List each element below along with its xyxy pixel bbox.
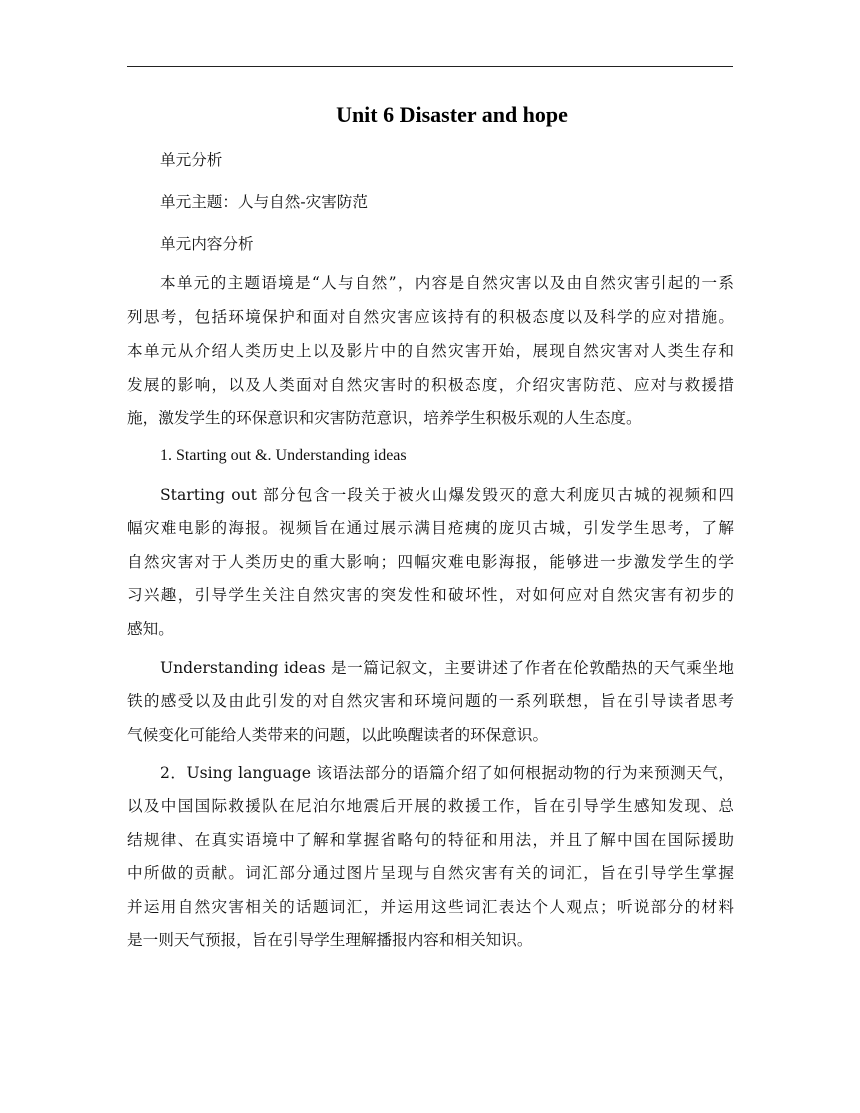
para4-line: 2．Using language 该语法部分的语篇介绍了如何根据动物的行为来预测天气，	[160, 764, 734, 782]
para3-line: Understanding ideas 是一篇记叙文，主要讲述了作者在伦敦酷热的天气乘坐地	[160, 659, 734, 677]
para1-line: 列思考，包括环境保护和面对自然灾害应该持有的积极态度以及科学的应对措施。	[127, 308, 734, 326]
para4-line: 是一则天气预报，旨在引导学生理解播报内容和相关知识。	[127, 931, 533, 949]
para3-line: 铁的感受以及由此引发的对自然灾害和环境问题的一系列联想，旨在引导读者思考	[127, 692, 734, 710]
para1-line: 本单元从介绍人类历史上以及影片中的自然灾害开始，展现自然灾害对人类生存和	[127, 342, 734, 360]
unit-theme: 单元主题：人与自然-灾害防范	[160, 193, 368, 211]
content-analysis-heading: 单元内容分析	[160, 235, 254, 253]
para3-line: 气候变化可能给人类带来的问题，以此唤醒读者的环保意识。	[127, 726, 549, 744]
para2-line: Starting out 部分包含一段关于被火山爆发毁灭的意大利庞贝古城的视频和四	[160, 486, 734, 504]
para2-line: 幅灾难电影的海报。视频旨在通过展示满目疮痍的庞贝古城，引发学生思考，了解	[127, 519, 734, 537]
para4-line: 以及中国国际救援队在尼泊尔地震后开展的救援工作，旨在引导学生感知发现、总	[127, 797, 734, 815]
para4-line: 中所做的贡献。词汇部分通过图片呈现与自然灾害有关的词汇，旨在引导学生掌握	[127, 864, 734, 882]
para1-line: 发展的影响，以及人类面对自然灾害时的积极态度，介绍灾害防范、应对与救援措	[127, 376, 734, 394]
page-title: Unit 6 Disaster and hope	[336, 102, 568, 127]
para4-line: 并运用自然灾害相关的话题词汇，并运用这些词汇表达个人观点；听说部分的材料	[127, 898, 734, 916]
para4-line: 结规律、在真实语境中了解和掌握省略句的特征和用法，并且了解中国在国际援助	[127, 831, 734, 849]
para1-line: 本单元的主题语境是“人与自然”，内容是自然灾害以及由自然灾害引起的一系	[160, 274, 734, 292]
unit-analysis-heading: 单元分析	[160, 151, 223, 169]
section1-heading: 1. Starting out &. Understanding ideas	[160, 447, 407, 464]
para2-line: 自然灾害对于人类历史的重大影响；四幅灾难电影海报，能够进一步激发学生的学	[127, 553, 734, 571]
para1-line: 施，激发学生的环保意识和灾害防范意识，培养学生积极乐观的人生态度。	[127, 409, 642, 427]
para2-line: 感知。	[127, 620, 174, 638]
para2-line: 习兴趣，引导学生关注自然灾害的突发性和破坏性，对如何应对自然灾害有初步的	[127, 586, 734, 604]
header-rule	[127, 66, 733, 67]
